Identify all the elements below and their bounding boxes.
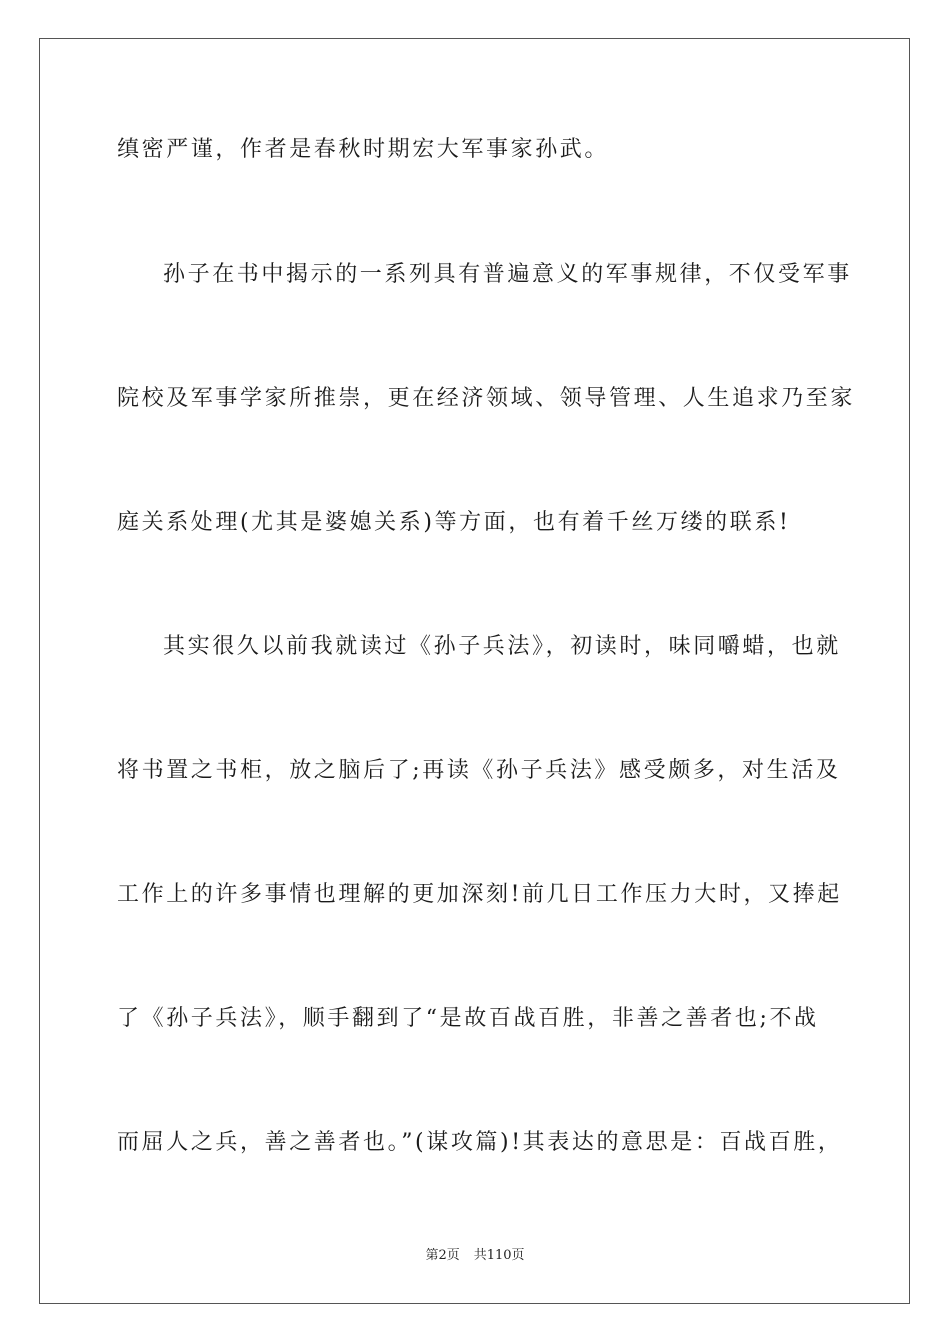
text-line-4: 庭关系处理(尤其是婆媳关系)等方面，也有着千丝万缕的联系! (117, 510, 791, 535)
text-line-8: 了《孙子兵法》，顺手翻到了“是故百战百胜，非善之善者也;不战 (117, 1006, 819, 1031)
text-line-9: 而屈人之兵，善之善者也。”(谋攻篇)!其表达的意思是：百战百胜， (117, 1130, 843, 1155)
text-line-5: 其实很久以前我就读过《孙子兵法》，初读时，味同嚼蜡，也就 (163, 634, 841, 659)
text-line-3: 院校及军事学家所推崇，更在经济领域、领导管理、人生追求乃至家 (117, 386, 856, 411)
page-number: 第2页 (425, 1248, 460, 1263)
page-footer (0, 1247, 950, 1265)
text-line-7: 工作上的许多事情也理解的更加深刻!前几日工作压力大时，又捧起 (117, 882, 842, 907)
text-line-6: 将书置之书柜，放之脑后了;再读《孙子兵法》感受颇多，对生活及 (117, 758, 841, 783)
page-total: 共110页 (473, 1248, 525, 1263)
page-border (39, 38, 910, 1304)
text-line-2: 孙子在书中揭示的一系列具有普遍意义的军事规律，不仅受军事 (163, 262, 852, 287)
text-line-1: 缜密严谨，作者是春秋时期宏大军事家孙武。 (117, 137, 610, 162)
